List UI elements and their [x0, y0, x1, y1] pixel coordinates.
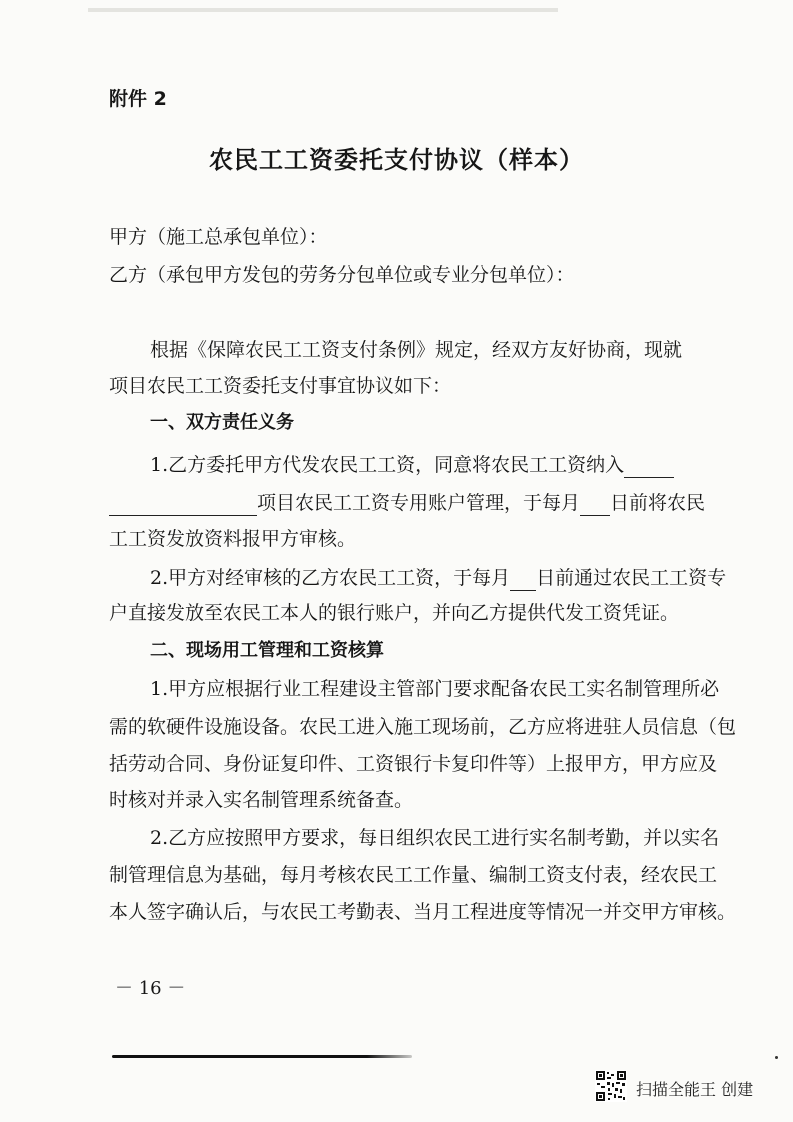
s1-paragraph-2-line-2: 户直接发放至农民工本人的银行账户，并向乙方提供代发工资凭证。	[109, 602, 680, 624]
s1-paragraph-1-line-3: 工工资发放资料报甲方审核。	[109, 528, 357, 550]
s1-paragraph-1-line-2	[109, 490, 705, 516]
s2-paragraph-1-line-2: 需的软硬件设施设备。农民工进入施工现场前，乙方应将进驻人员信息（包	[109, 716, 737, 738]
s1-p2-text-b: 日前通过农民工工资专	[536, 567, 727, 589]
s1-p1-text-a: 1.乙方委托甲方代发农民工工资，同意将农民工工资纳入	[150, 454, 625, 476]
s2-paragraph-2-line-3: 本人签字确认后，与农民工考勤表、当月工程进度等情况一并交甲方审核。	[109, 901, 737, 923]
s2-paragraph-1-line-3: 括劳动合同、身份证复印件、工资银行卡复印件等）上报甲方，甲方应及	[109, 753, 718, 775]
page-number: － 16 －	[115, 978, 186, 999]
s2-paragraph-2-line-1: 2.乙方应按照甲方要求，每日组织农民工进行实名制考勤，并以实名	[150, 827, 720, 849]
project-name-blank	[109, 495, 257, 516]
day-blank-1	[580, 495, 610, 516]
day-blank-2	[510, 570, 536, 591]
party-b-line: 乙方（承包甲方发包的劳务分包单位或专业分包单位）：	[109, 264, 575, 286]
s2-paragraph-1-line-1: 1.甲方应根据行业工程建设主管部门要求配备农民工实名制管理所必	[150, 678, 720, 700]
qr-code-icon	[595, 1070, 627, 1102]
section-heading-1: 一、双方责任义务	[150, 412, 294, 433]
scan-edge-shadow	[88, 8, 558, 12]
s1-paragraph-1-line-1	[150, 452, 674, 478]
attachment-label: 附件 2	[109, 88, 167, 110]
document-title: 农民工工资委托支付协议（样本）	[209, 145, 584, 174]
footer-rule	[112, 1055, 412, 1058]
s1-p1-text-b: 项目农民工工资专用账户管理，于每月	[257, 492, 581, 514]
intro-line-2: 项目农民工工资委托支付事宜协议如下：	[109, 375, 452, 397]
s1-p2-text-a: 2.甲方对经审核的乙方农民工工资，于每月	[150, 567, 511, 589]
s1-paragraph-2-line-1	[150, 565, 726, 591]
s2-paragraph-2-line-2: 制管理信息为基础，每月考核农民工工作量、编制工资支付表，经农民工	[109, 864, 718, 886]
account-blank	[624, 457, 674, 478]
scan-speck	[775, 1056, 778, 1059]
s2-paragraph-1-line-4: 时核对并录入实名制管理系统备查。	[109, 789, 414, 811]
scanner-watermark: 扫描全能王 创建	[636, 1080, 754, 1099]
s1-p1-text-c: 日前将农民	[610, 492, 706, 514]
intro-line-1: 根据《保障农民工工资支付条例》规定，经双方友好协商，现就	[150, 339, 683, 361]
section-heading-2: 二、现场用工管理和工资核算	[150, 640, 384, 661]
party-a-line: 甲方（施工总承包单位）：	[109, 226, 328, 248]
